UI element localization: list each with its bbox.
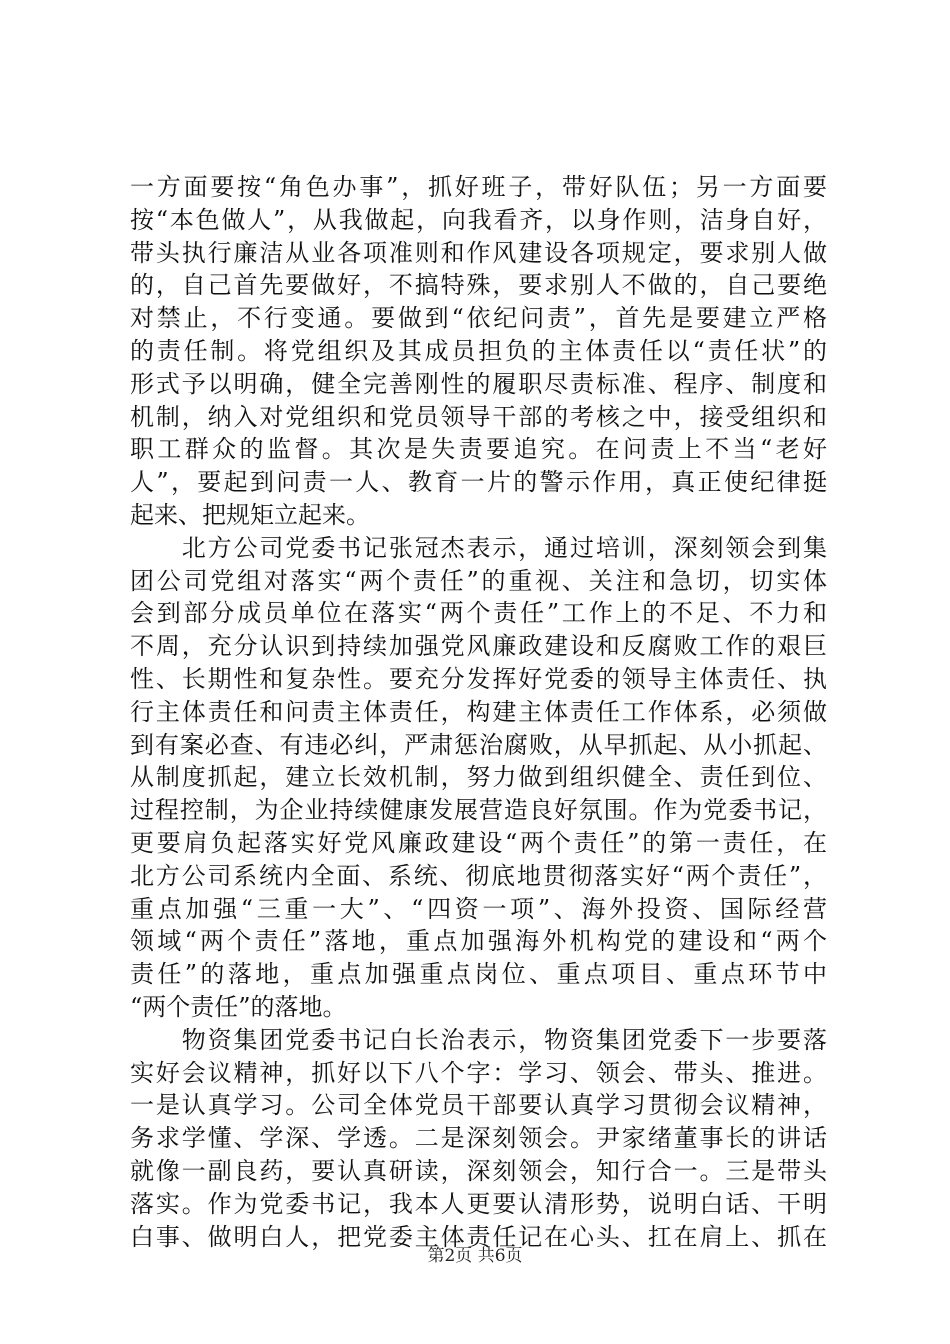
text-line: 的责任制。将党组织及其成员担负的主体责任以“责任状”的 (130, 336, 827, 365)
text-line: “两个责任”的落地。 (130, 992, 347, 1021)
text-line: 性、长期性和复杂性。要充分发挥好党委的领导主体责任、执 (130, 664, 827, 693)
text-line: 白事、做明白人，把党委主体责任记在心头、扛在肩上、抓在 (130, 1222, 827, 1251)
text-line: 到有案必查、有违必纠，严肃惩治腐败，从早抓起、从小抓起、 (130, 730, 827, 759)
text-line: 责任”的落地，重点加强重点岗位、重点项目、重点环节中 (130, 960, 827, 989)
text-line: 从制度抓起，建立长效机制，努力做到组织健全、责任到位、 (130, 763, 827, 792)
text-line: 过程控制，为企业持续健康发展营造良好氛围。作为党委书记， (130, 796, 827, 825)
text-line: 更要肩负起落实好党风廉政建设“两个责任”的第一责任，在 (130, 828, 827, 857)
text-line: 物资集团党委书记白长治表示，物资集团党委下一步要落 (130, 1025, 827, 1054)
text-line: 务求学懂、学深、学透。二是深刻领会。尹家绪董事长的讲话 (130, 1124, 827, 1153)
text-line: 职工群众的监督。其次是失责要追究。在问责上不当“老好 (130, 435, 827, 464)
text-line: 北方公司系统内全面、系统、彻底地贯彻落实好“两个责任”， (130, 861, 827, 890)
text-line: 一是认真学习。公司全体党员干部要认真学习贯彻会议精神， (130, 1091, 827, 1120)
text-line: 团公司党组对落实“两个责任”的重视、关注和急切，切实体 (130, 566, 827, 595)
text-line: 机制，纳入对党组织和党员领导干部的考核之中，接受组织和 (130, 402, 827, 431)
text-line: 不周，充分认识到持续加强党风廉政建设和反腐败工作的艰巨 (130, 632, 827, 661)
text-line: 对禁止，不行变通。要做到“依纪问责”，首先是要建立严格 (130, 304, 827, 333)
text-line: 重点加强“三重一大”、“四资一项”、海外投资、国际经营 (130, 894, 827, 923)
text-line: 实好会议精神，抓好以下八个字：学习、领会、带头、推进。 (130, 1058, 827, 1087)
text-line: 领域“两个责任”落地，重点加强海外机构党的建设和“两个 (130, 927, 827, 956)
text-line: 一方面要按“角色办事”，抓好班子，带好队伍；另一方面要 (130, 173, 827, 201)
text-line: 落实。作为党委书记，我本人更要认清形势，说明白话、干明 (130, 1189, 827, 1218)
body-text (130, 171, 827, 1253)
text-line: 北方公司党委书记张冠杰表示，通过培训，深刻领会到集 (130, 533, 827, 562)
text-line: 就像一副良药，要认真研读，深刻领会，知行合一。三是带头 (130, 1156, 827, 1185)
text-line: 的，自己首先要做好，不搞特殊，要求别人不做的，自己要绝 (130, 271, 827, 300)
text-line: 按“本色做人”，从我做起，向我看齐，以身作则，洁身自好， (130, 205, 827, 234)
text-line: 行主体责任和问责主体责任，构建主体责任工作体系，必须做 (130, 697, 827, 726)
text-line: 人”，要起到问责一人、教育一片的警示作用，真正使纪律挺 (130, 468, 827, 497)
text-line: 带头执行廉洁从业各项准则和作风建设各项规定，要求别人做 (130, 238, 827, 267)
text-line: 形式予以明确，健全完善刚性的履职尽责标准、程序、制度和 (130, 369, 827, 398)
text-line: 起来、把规矩立起来。 (130, 500, 370, 529)
page-footer: 第2页 共6页 (427, 1246, 523, 1266)
text-line: 会到部分成员单位在落实“两个责任”工作上的不足、不力和 (130, 599, 827, 628)
